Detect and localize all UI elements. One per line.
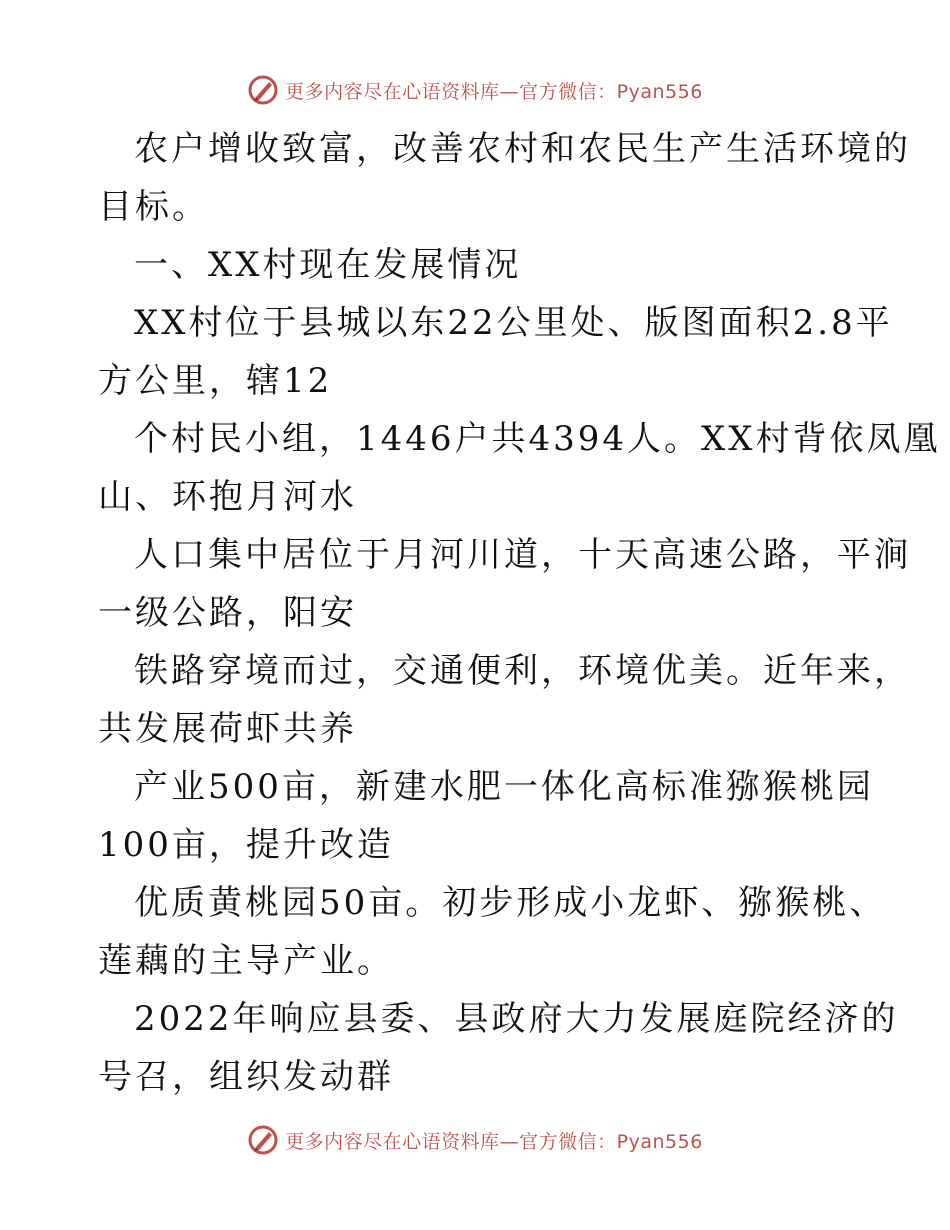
text-line: 号召，组织发动群	[98, 1057, 394, 1097]
paragraph	[98, 642, 911, 758]
text-line: 人口集中居位于月河川道，十天高速公路，平涧	[134, 535, 911, 575]
paragraph	[98, 526, 911, 642]
pen-logo-icon	[247, 1124, 279, 1156]
text-line: 个村民小组，1446户共4394人。XX村背依凤凰	[134, 419, 941, 459]
text-line: 100亩，提升改造	[98, 825, 394, 865]
header-watermark	[0, 74, 950, 106]
text-line: 目标。	[98, 187, 209, 227]
pen-logo-icon	[247, 74, 279, 106]
paragraph	[98, 990, 899, 1106]
paragraph	[98, 120, 911, 236]
text-line: 农户增收致富，改善农村和农民生产生活环境的	[134, 129, 911, 169]
section-heading	[98, 236, 858, 294]
text-line: 优质黄桃园50亩。初步形成小龙虾、猕猴桃、	[134, 883, 887, 923]
text-line: 产业500亩，新建水肥一体化高标准猕猴桃园	[134, 767, 874, 807]
text-line: 铁路穿境而过，交通便利，环境优美。近年来，	[134, 651, 911, 691]
document-body	[98, 120, 941, 1106]
text-line: 2022年响应县委、县政府大力发展庭院经济的	[134, 999, 899, 1039]
text-line: 方公里，辖12	[98, 361, 333, 401]
paragraph	[98, 410, 941, 526]
watermark-text: 更多内容尽在心语资料库—官方微信：Pyan556	[285, 80, 703, 103]
text-line: 一级公路，阳安	[98, 593, 357, 633]
paragraph	[98, 874, 887, 990]
text-line: 共发展荷虾共养	[98, 709, 357, 749]
footer-watermark	[0, 1124, 950, 1156]
text-line: 一、XX村现在发展情况	[134, 245, 522, 285]
text-line: 莲藕的主导产业。	[98, 941, 394, 981]
text-line: XX村位于县城以东22公里处、版图面积2.8平	[134, 303, 893, 343]
text-line: 山、环抱月河水	[98, 477, 357, 517]
paragraph	[98, 294, 893, 410]
paragraph	[98, 758, 874, 874]
watermark-text: 更多内容尽在心语资料库—官方微信：Pyan556	[285, 1130, 703, 1153]
